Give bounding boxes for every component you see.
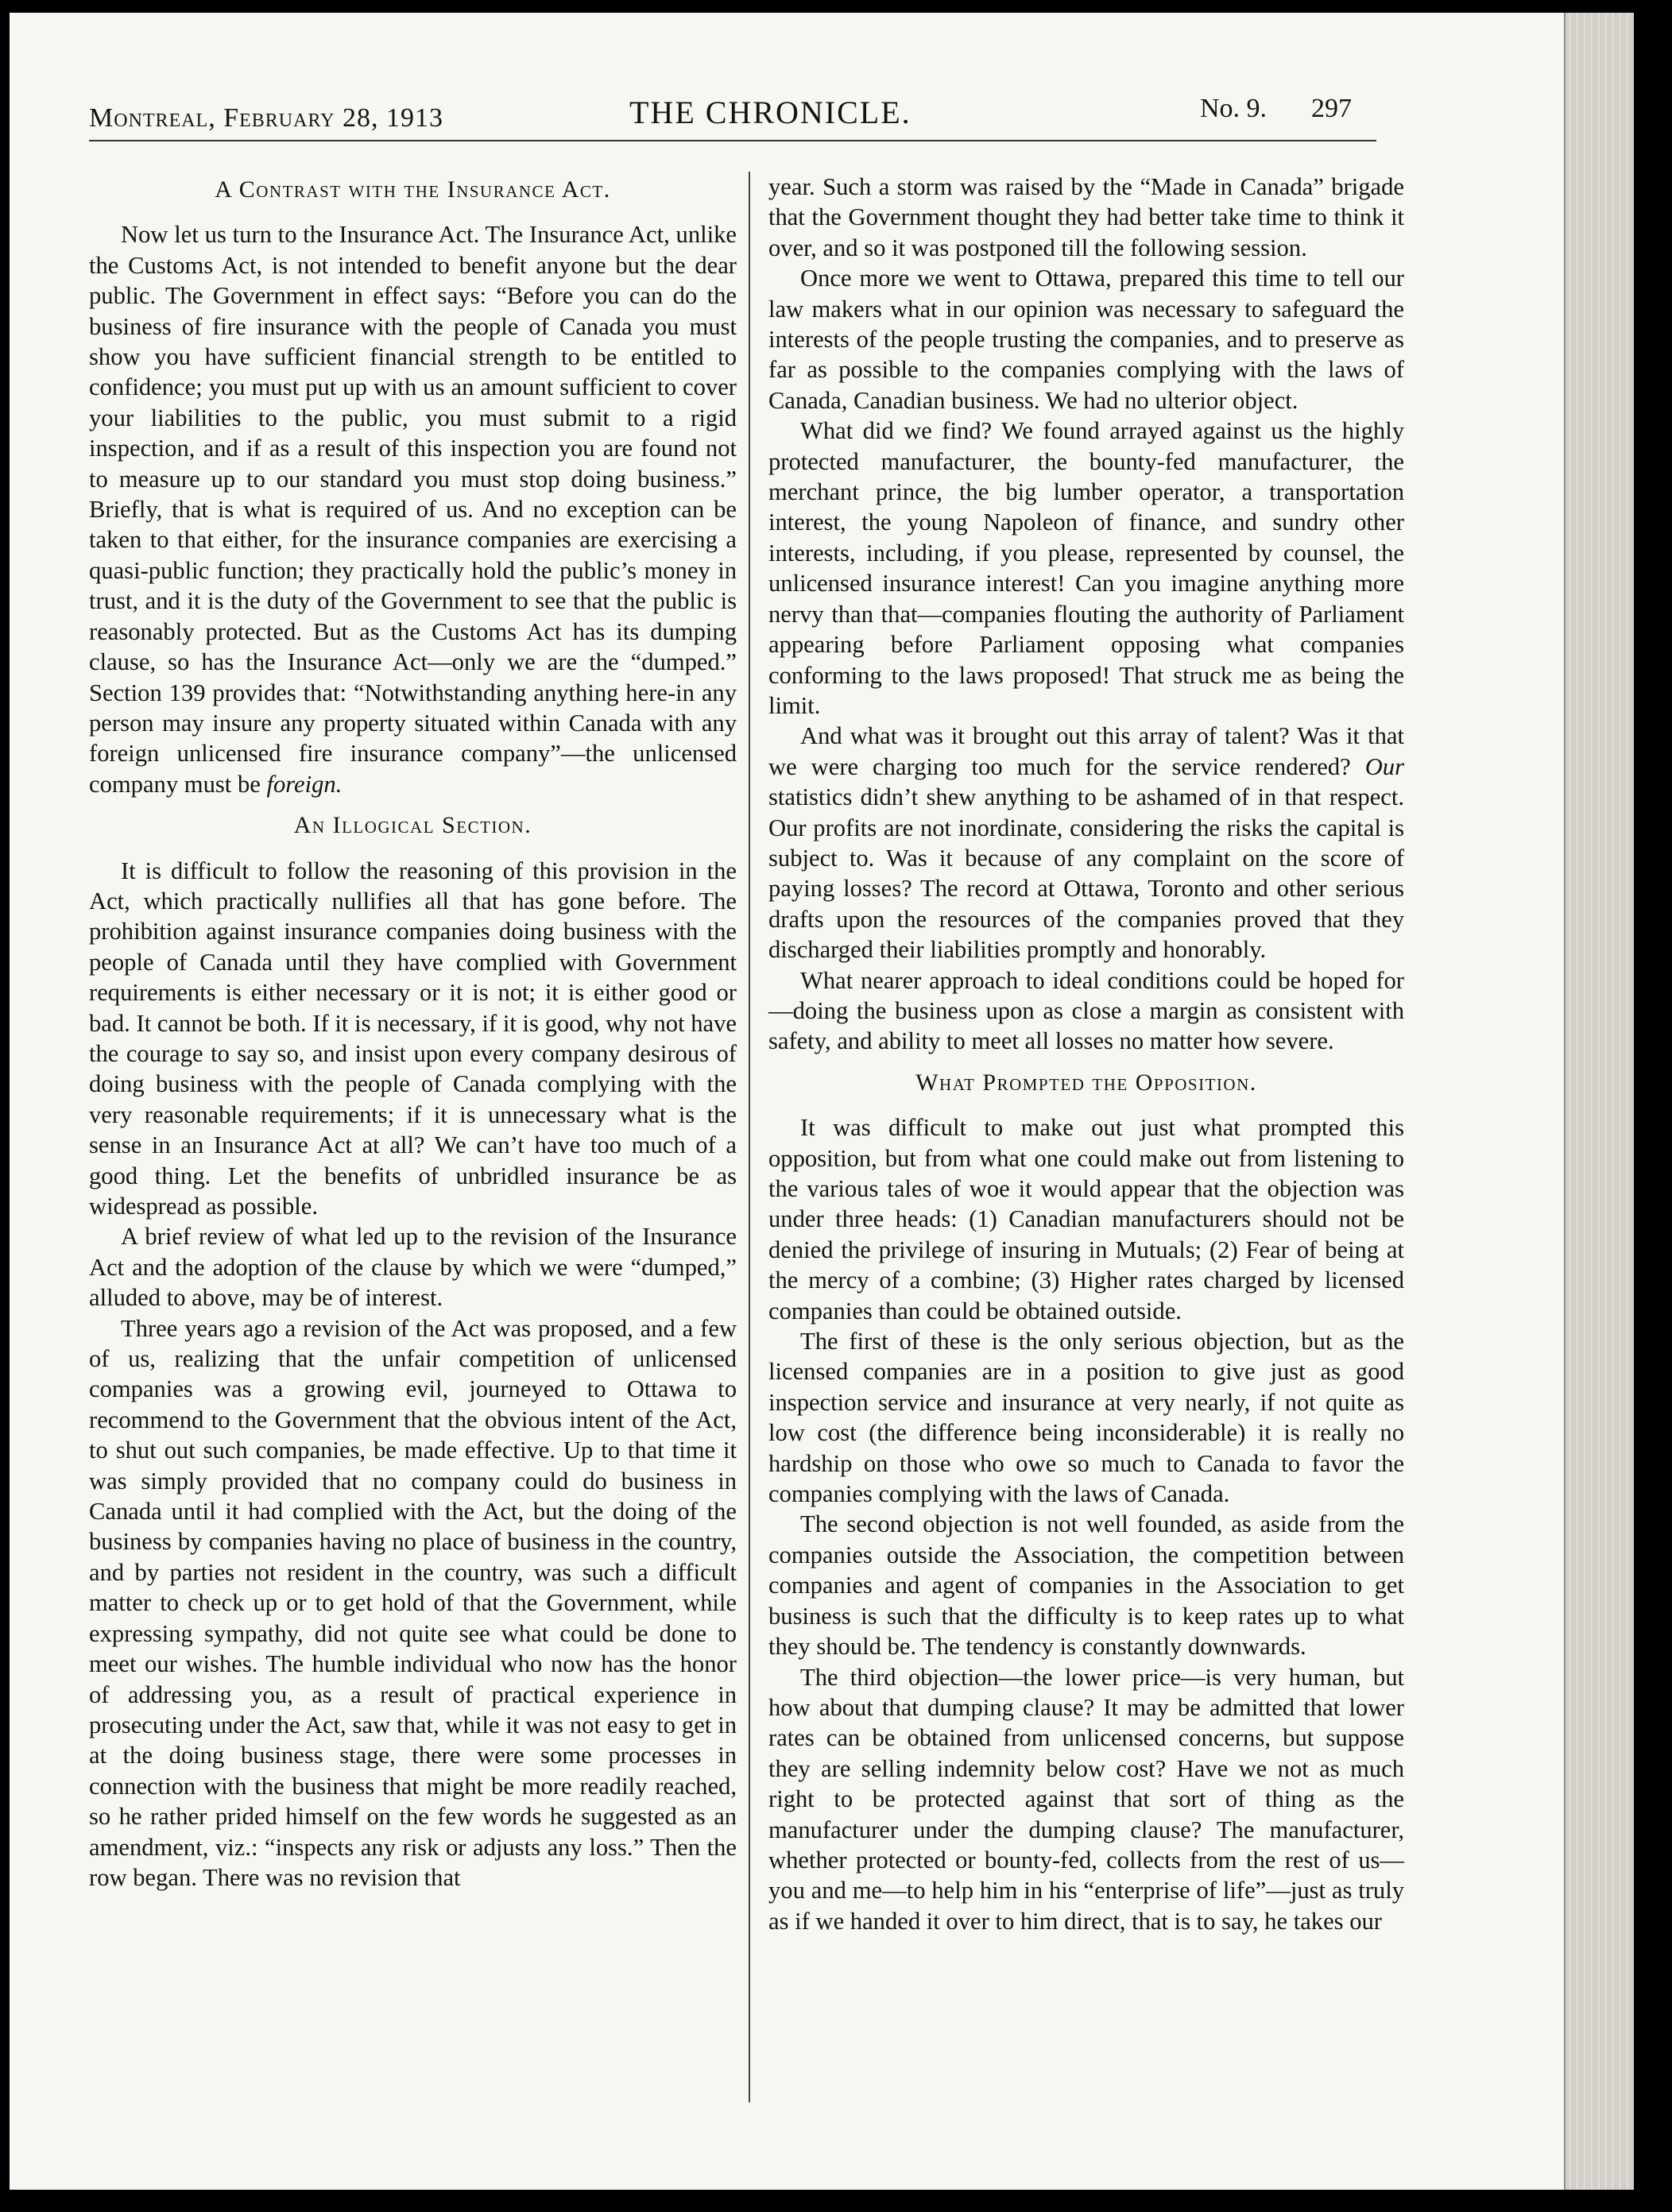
newspaper-page: [10, 13, 1593, 2190]
paragraph: It was difficult to make out just what prompted this opposition, but from what one could make out from listening to the various tales of woe it would appear that the objection was under three heads: (1) Canadian manufacturers should not be denied the privilege of insuring in Mutuals; (2) Fear of being at the mercy of a combine; (3) Higher rates charged by licensed companies than could be obtained outside.: [768, 1114, 1404, 1324]
paragraph: The third objection—the lower price—is very human, but how about that dumping clause? It may be admitted that lower rates can be obtained from unlicensed concerns, but suppose they are selling indemnity below cost? Have we not as much right to be protected against that sort of thing as the manufacturer under the dumping clause? The manufacturer, whether protected or bounty-fed, collects from the rest of us—you and me—to help him in his “enterprise of life”—just as truly as if we handed it over to him direct, that is to say, he takes our: [768, 1663, 1404, 1935]
paragraph: What nearer approach to ideal conditions could be hoped for—doing the business upon as close a margin as consistent with safety, and ability to meet all losses no matter how severe.: [768, 966, 1404, 1055]
page-edge: [1564, 13, 1634, 2190]
header-date: Montreal, February 28, 1913: [89, 103, 443, 133]
section-heading: An Illogical Section.: [293, 812, 532, 839]
right-column: [768, 172, 1404, 1936]
section-heading: What Prompted the Opposition.: [915, 1069, 1257, 1096]
left-column: [89, 172, 737, 1893]
section-heading: A Contrast with the Insurance Act.: [215, 176, 611, 203]
header-issue: No. 9.: [1200, 94, 1268, 123]
paragraph: And what was it brought out this array of talent? Was it that we were charging too much for the service rendered? Our statistics didn’t shew anything to be ashamed of in that respect. Our profits are not inordinate, considering the risks the capital is subject to. Was it because of any complaint on the score of paying losses? The record at Ottawa, Toronto and other serious drafts upon the resources of the companies proved that they discharged their liabilities promptly and honorably.: [768, 722, 1404, 964]
paragraph: What did we find? We found arrayed against us the highly protected manufacturer, the bounty-fed manufacturer, the merchant prince, the big lumber operator, a transportation interest, the young Napoleon of finance, and sundry other interests, including, if you please, represented by counsel, the unlicensed insurance interest! Can you imagine anything more nervy than that—companies flouting the authority of Parliament appearing before Parliament opposing what companies conforming to the laws proposed! That struck me as being the limit.: [768, 417, 1404, 719]
emphasis: foreign.: [266, 770, 343, 798]
paragraph: year. Such a storm was raised by the “Made in Canada” brigade that the Government thought they had better take time to think it over, and so it was postponed till the following session.: [768, 173, 1404, 261]
header-rule: [89, 140, 1376, 141]
paragraph: The second objection is not well founded, as aside from the companies outside the Association, the competition between companies and agent of companies in the Association to get business is such that the difficulty is to keep rates up to what they should be. The tendency is constantly downwards.: [768, 1510, 1404, 1661]
column-divider: [749, 172, 750, 2102]
paragraph: The first of these is the only serious objection, but as the licensed companies are in a position to give just as good inspection service and insurance at very nearly, if not quite as low cost (the difference being inconsiderable) it is really no hardship on those who owe so much to Canada to favor the companies complying with the laws of Canada.: [768, 1328, 1404, 1508]
paragraph: Three years ago a revision of the Act was proposed, and a few of us, realizing that the unfair competition of unlicensed companies was a growing evil, journeyed to Ottawa to recommend to the Government that the obvious intent of the Act, to shut out such companies, be made effective. Up to that time it was simply provided that no company could do business in Canada until it had complied with the Act, but the doing of the business by companies having no place of business in the country, and by parties not resident in the country, was such a difficult matter to check up or to get hold of that the Government, while expressing sympathy, did not quite see what could be done to meet our wishes. The humble individual who now has the honor of addressing you, as a result of practical experience in prosecuting under the Act, saw that, while it was not easy to get in at the doing business stage, there were some processes in connection with the business that might be more readily reached, so he rather prided himself on the few words he suggested as an amendment, viz.: “inspects any risk or adjusts any loss.” Then the row began. There was no revision that: [89, 1314, 737, 1891]
header-title: THE CHRONICLE.: [629, 95, 911, 130]
emphasis: Our: [1364, 752, 1404, 780]
paragraph: Once more we went to Ottawa, prepared this time to tell our law makers what in our opinion was necessary to safeguard the interests of the people trusting the companies, and to preserve as far as possible to the companies complying with the laws of Canada, Canadian business. We had no ulterior object.: [768, 265, 1404, 414]
paragraph: It is difficult to follow the reasoning of this provision in the Act, which practically nullifies all that has gone before. The prohibition against insurance companies doing business with the people of Canada until they have complied with Government requirements is either necessary or it is not; it is either good or bad. It cannot be both. If it is necessary, if it is good, why not have the courage to say so, and insist upon every company desirous of doing business with the people of Canada complying with the very reasonable requirements; if it is unnecessary what is the sense in an Insurance Act at all? We can’t have too much of a good thing. Let the benefits of unbridled insurance be as widespread as possible.: [89, 857, 737, 1220]
paragraph: A brief review of what led up to the revision of the Insurance Act and the adoption of the clause by which we were “dumped,” alluded to above, may be of interest.: [89, 1223, 737, 1312]
page-header: [89, 84, 1376, 148]
header-page-number: 297: [1311, 94, 1352, 123]
paragraph: Now let us turn to the Insurance Act. The Insurance Act, unlike the Customs Act, is not intended to benefit anyone but the dear public. The Government in effect says: “Before you can do the business of fire insurance with the people of Canada you must show you have sufficient financial strength to be entitled to confidence; you must put up with us an amount sufficient to cover your liabilities to the public, you must submit to a rigid inspection, and if as a result of this inspection you are found not to measure up to our standard you must stop doing business.” Briefly, that is what is required of us. And no exception can be taken to that either, for the insurance companies are exercising a quasi-public function; they practically hold the public’s money in trust, and it is the duty of the Government to see that the public is reasonably protected. But as the Customs Act has its dumping clause, so has the Insurance Act—only we are the “dumped.” Section 139 provides that: “Notwithstanding anything here-in any person may insure any property situated within Canada with any foreign unlicensed fire insurance company”—the unlicensed company must be foreign.: [89, 221, 737, 798]
